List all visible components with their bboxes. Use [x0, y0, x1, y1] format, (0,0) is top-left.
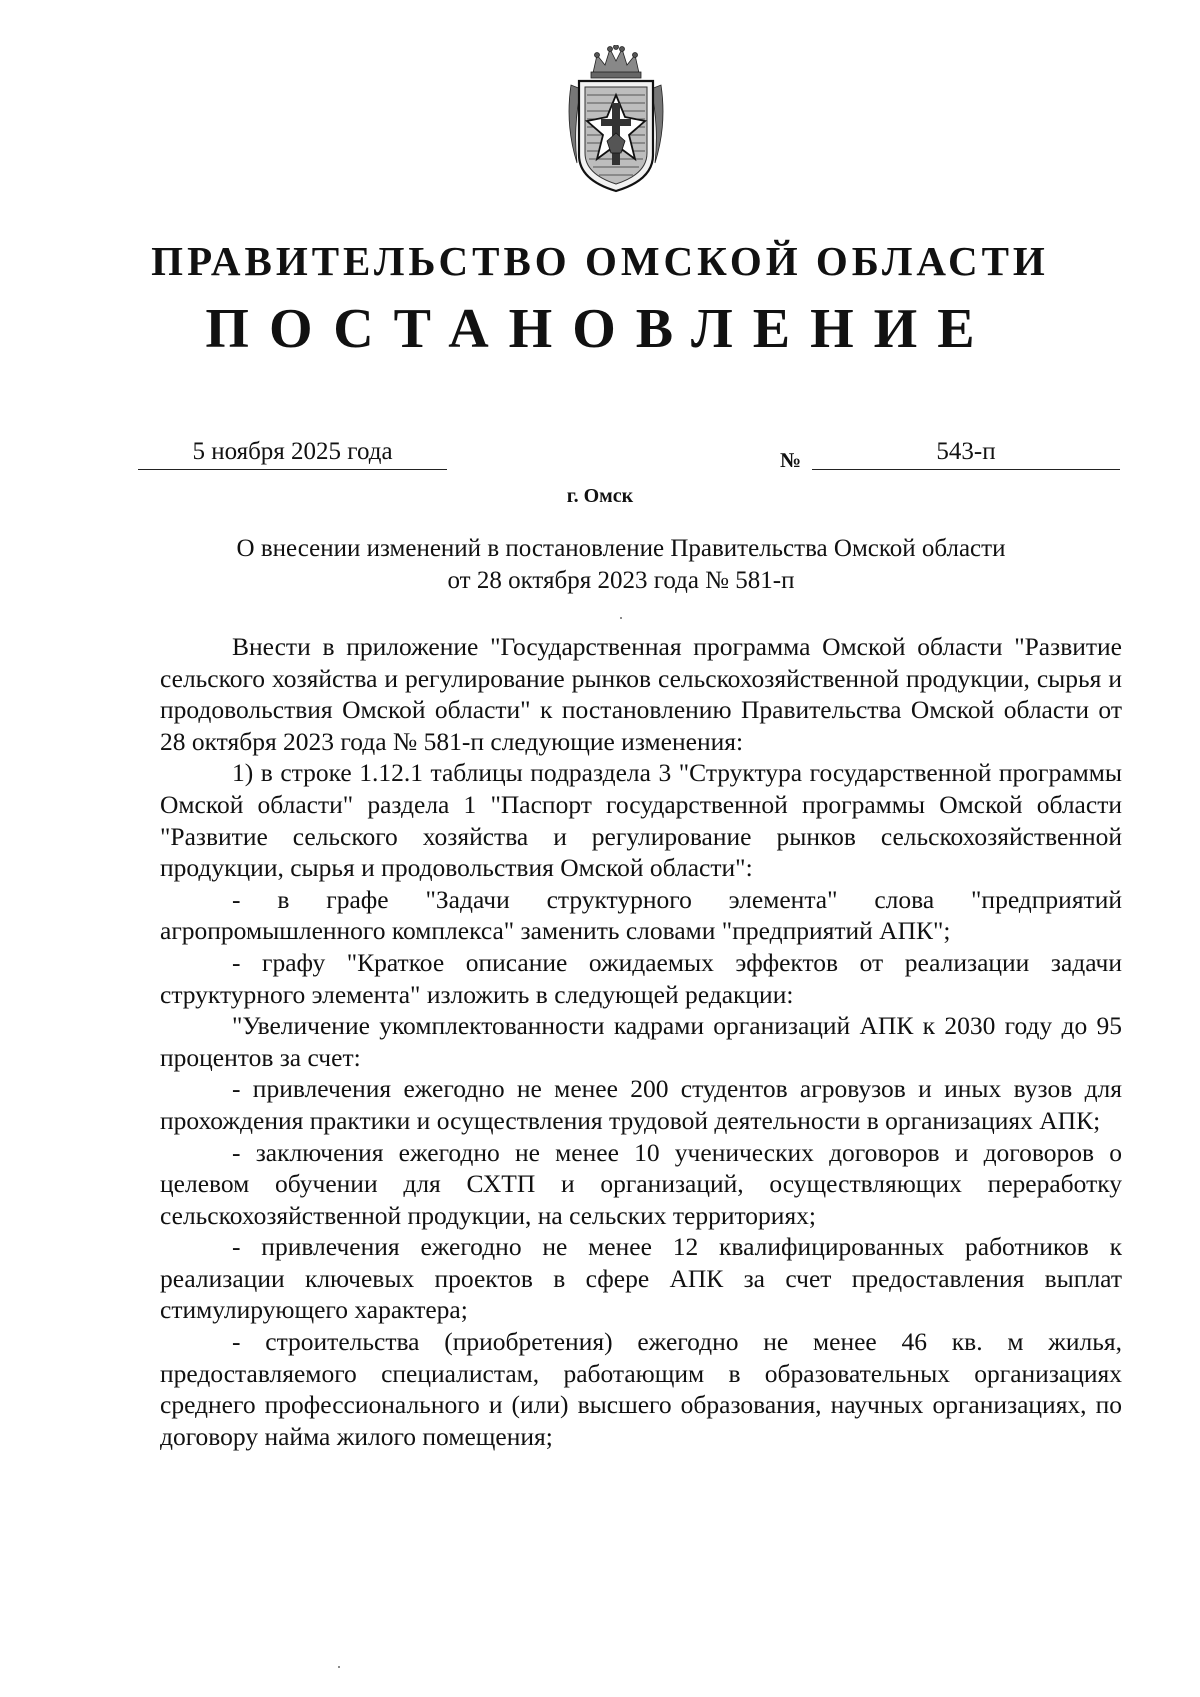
body-paragraph: - строительства (приобретения) ежегодно не менее 46 кв. м жилья, предоставляемого специалистам, работающим в образовательных организациях среднего профессионального и (или) высшего образования, научных организациях, по договору найма жилого помещения; [160, 1327, 1122, 1451]
number-label: № [780, 448, 802, 472]
subject-line: от 28 октября 2023 года № 581-п [447, 567, 795, 594]
document-number: 543-п [812, 437, 1120, 470]
document-date: 5 ноября 2025 года [138, 437, 447, 470]
body-paragraph: - привлечения ежегодно не менее 12 квалифицированных работников к реализации ключевых проектов в сфере АПК за счет предоставления выплат стимулирующего характера; [160, 1232, 1122, 1325]
body-paragraph: - графу "Краткое описание ожидаемых эффектов от реализации задачи структурного элемента" изложить в следующей редакции: [160, 947, 1122, 1009]
document-body [160, 631, 1122, 1452]
subject-line: О внесении изменений в постановление Правительства Омской области [236, 535, 1006, 562]
body-paragraph: - заключения ежегодно не менее 10 ученических договоров и договоров о целевом обучении для СХТП и организаций, осуществляющих переработку сельскохозяйственной продукции, на сельских территориях; [160, 1137, 1122, 1230]
body-paragraph: 1) в строке 1.12.1 таблицы подраздела 3 "Структура государственной программы Омской области" раздела 1 "Паспорт государственной программы Омской области "Развитие сельского хозяйства и регулирование рынков сельскохозяйственной продукции, сырья и продовольствия Омской области": [160, 758, 1122, 883]
body-paragraph: "Увеличение укомплектованности кадрами организаций АПК к 2030 году до 95 процентов за счет: [160, 1011, 1122, 1072]
body-paragraph: Внести в приложение "Государственная программа Омской области "Развитие сельского хозяйства и регулирование рынков сельскохозяйственной продукции, сырья и продовольствия Омской области" к постановлению Правительства Омской области от 28 октября 2023 года № 581-п следующие изменения: [160, 632, 1122, 756]
body-paragraph: - в графе "Задачи структурного элемента" слова "предприятий агропромышленного комплекса" заменить словами "предприятий АПК"; [160, 884, 1122, 946]
city-label: г. Омск [566, 485, 634, 507]
organization-title: ПРАВИТЕЛЬСТВО ОМСКОЙ ОБЛАСТИ [151, 238, 1049, 284]
scan-speck [620, 617, 622, 619]
document-subject [120, 533, 1122, 597]
scan-speck [338, 1666, 340, 1668]
body-paragraph: - привлечения ежегодно не менее 200 студентов агровузов и иных вузов для прохождения практики и осуществления трудовой деятельности в организациях АПК; [160, 1074, 1122, 1135]
document-type-title: ПОСТАНОВЛЕНИЕ [205, 298, 995, 360]
omsk-oblast-coat-of-arms-icon [563, 45, 669, 195]
